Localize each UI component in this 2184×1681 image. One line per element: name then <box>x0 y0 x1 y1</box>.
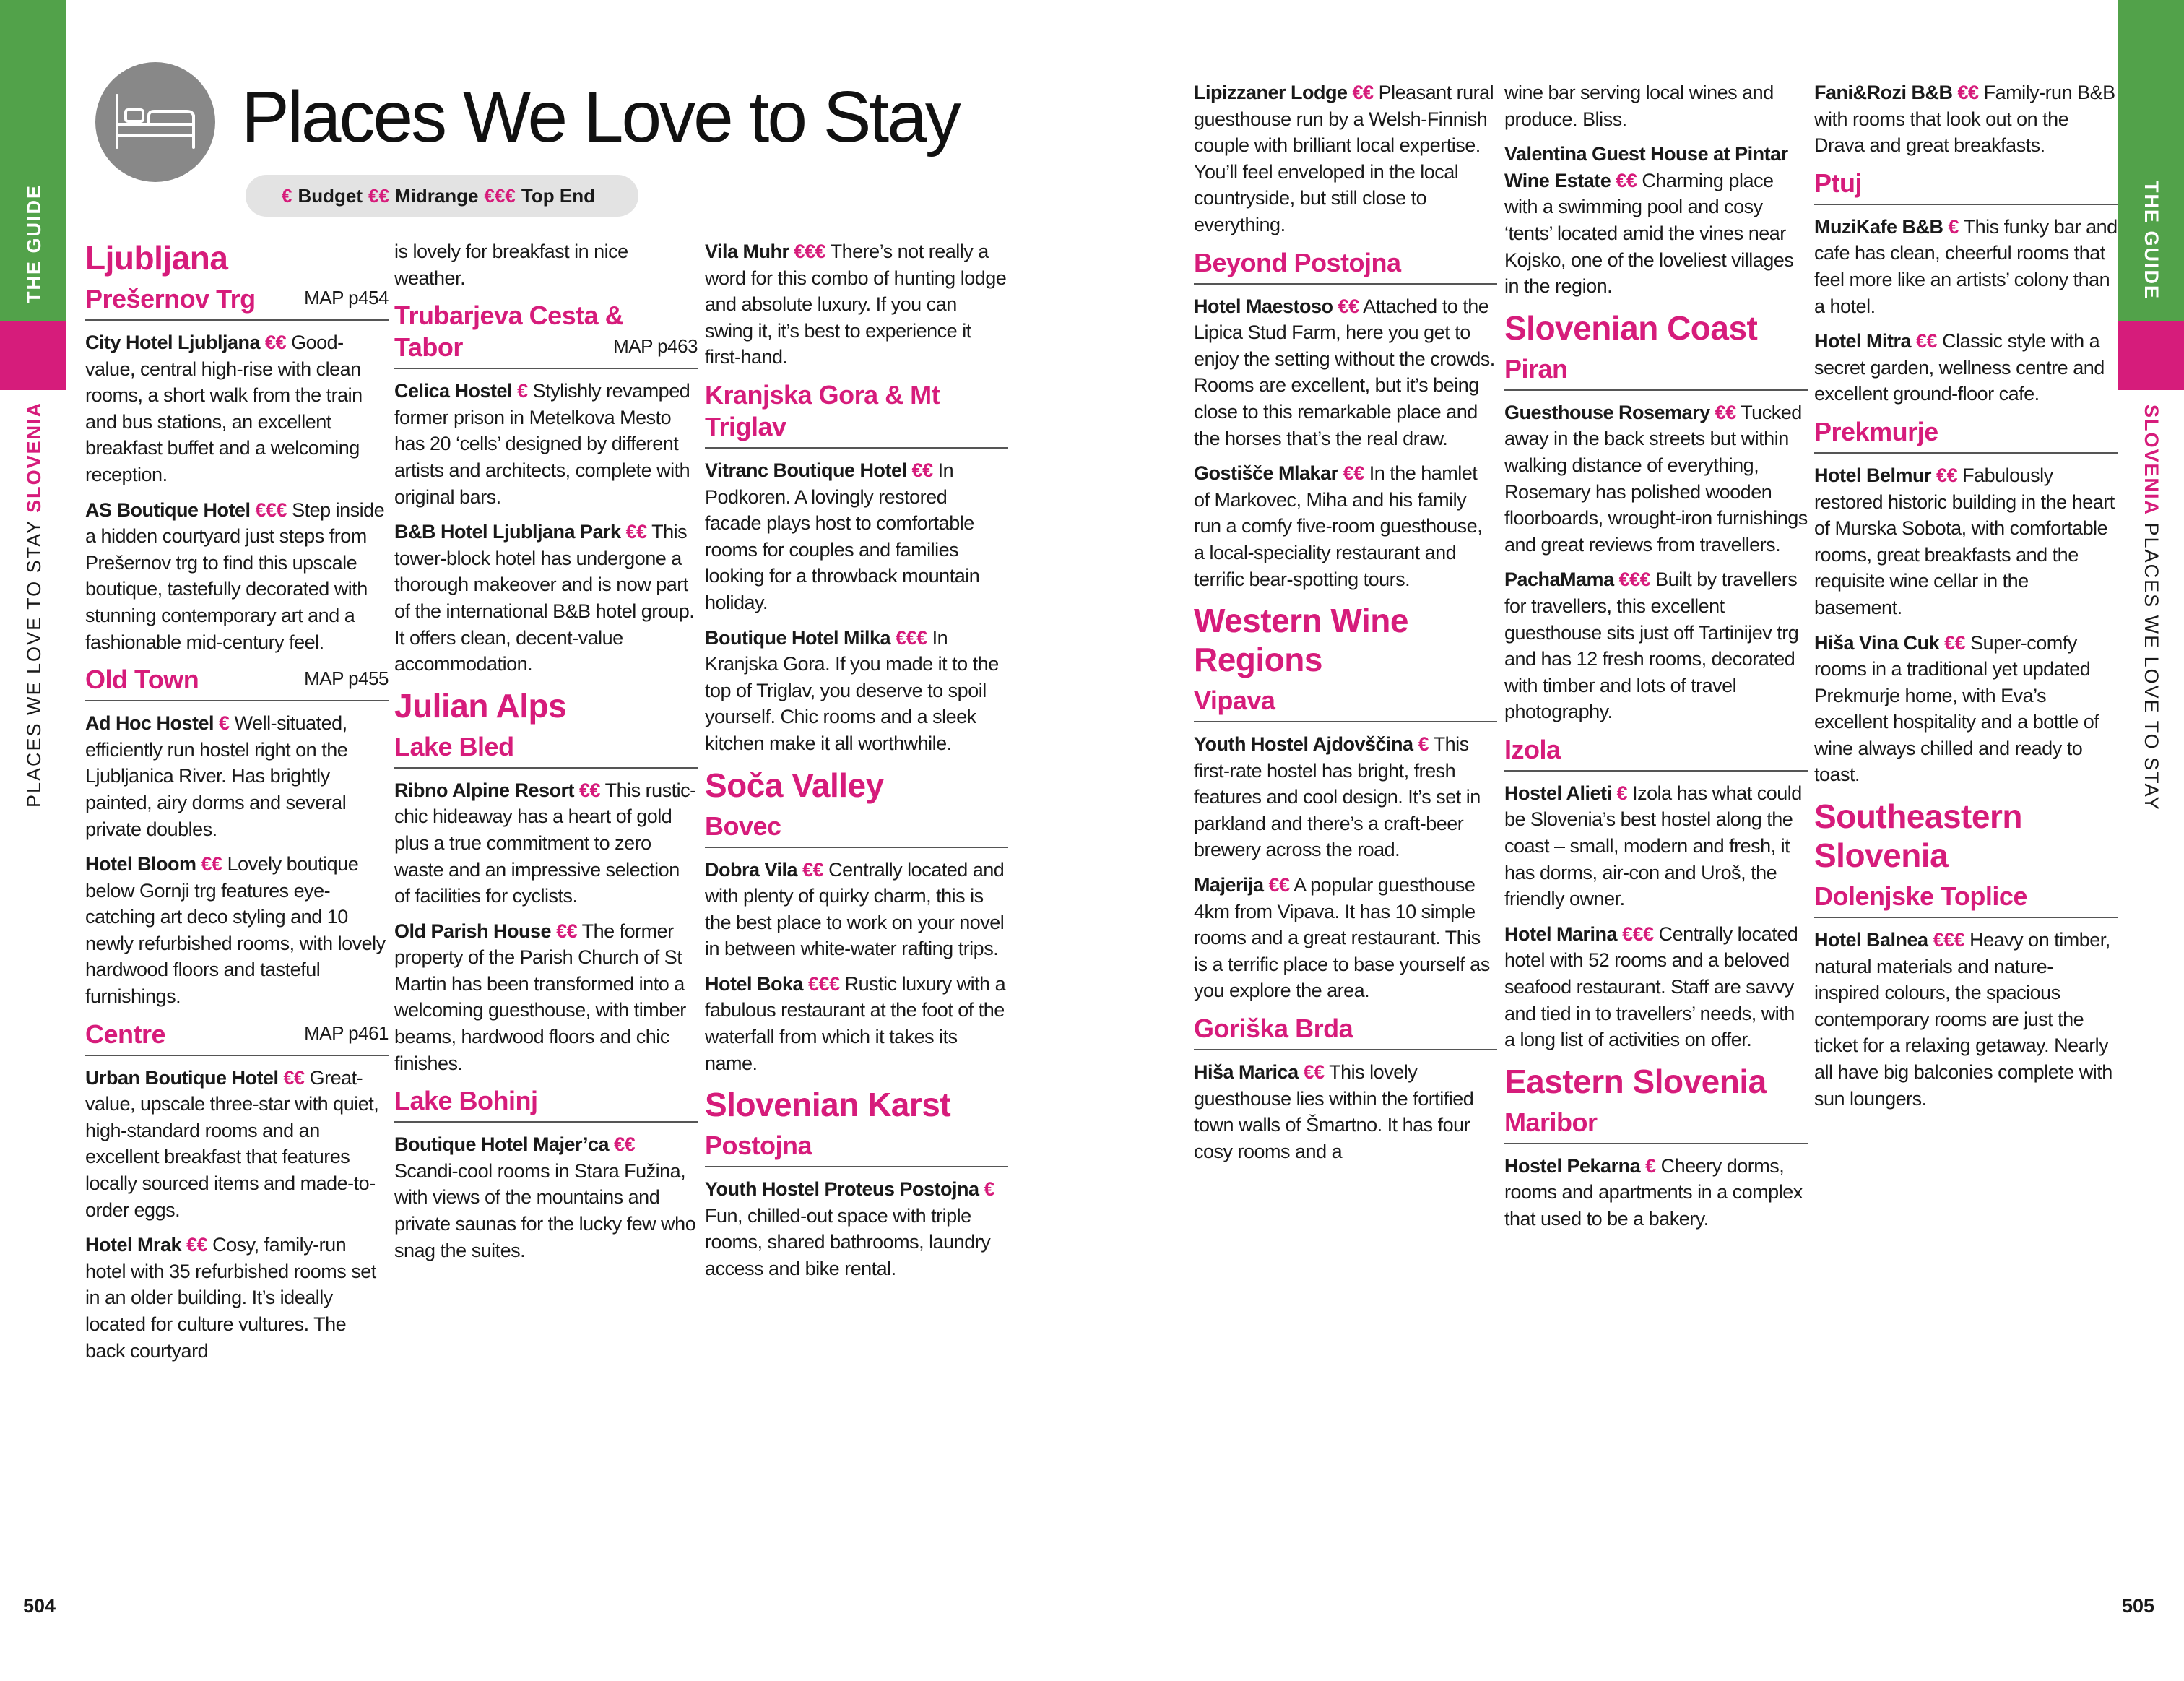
text-column-6 <box>1814 79 2118 1120</box>
page-number-left: 504 <box>23 1595 56 1617</box>
listing-price: €€ <box>1343 462 1364 485</box>
listing-description: Stylishly revamped former prison in Metelkova Mesto has 20 ‘cells’ designed by different artists and architects, complete with original bars. <box>394 380 690 508</box>
listing-entry <box>1504 921 1808 1053</box>
listing-name: Celica Hostel <box>394 380 513 402</box>
listing-entry <box>394 918 698 1077</box>
listing-description: In Podkoren. A lovingly restored facade plays host to comfortable rooms for couples and families looking for a throwback mountain holiday. <box>705 459 980 613</box>
area-heading <box>394 1085 698 1123</box>
listing-price: €€ <box>1715 401 1736 423</box>
listing-entry <box>1504 566 1808 725</box>
listing-description: Cosy, family-run hotel with 35 refurbished rooms set in an older building. It’s ideally located for culture vultures. The back courtyard <box>85 1234 376 1362</box>
listing-description: Centrally located hotel with 52 rooms and a beloved seafood restaurant. Staff are savvy and tied in to travellers’ needs, with a long list of activities on offer. <box>1504 922 1798 1051</box>
listing-price: € <box>219 712 230 735</box>
listing-entry <box>1814 79 2118 159</box>
area-heading-text: Piran <box>1504 353 1568 384</box>
country-tab-right <box>2118 321 2184 390</box>
listing-price: €€ <box>579 779 601 801</box>
listing-price: €€ <box>1616 169 1637 191</box>
listing-entry <box>705 971 1008 1076</box>
listing-price: €€ <box>283 1066 305 1089</box>
listing-description: Charming place with a swimming pool and cosy ‘tents’ located amid the vines near Kojsko, one of the loveliest villages in the region. <box>1504 169 1794 298</box>
listing-name: Hotel Balnea <box>1814 929 1928 951</box>
area-heading <box>1814 881 2118 918</box>
listing-description: This rustic-chic hideaway has a heart of gold plus a true commitment to zero waste and an impressive selection of facilities for cyclists. <box>394 779 696 907</box>
country-tab-left <box>0 321 66 390</box>
legend-midrange-symbol: €€ <box>368 184 389 207</box>
listing-description: Built by travellers for travellers, this excellent guesthouse sits just off Tartinijev trg and has 12 fresh rooms, decorated with timber and lots of travel photography. <box>1504 569 1799 723</box>
listing-price: €€ <box>911 459 933 481</box>
listing-description: In Kranjska Gora. If you made it to the top of Triglav, you deserve to spoil yourself. Chic rooms and a sleek kitchen make it all worthwhile. <box>705 626 999 754</box>
listing-entry <box>394 519 698 678</box>
listing-name: Hotel Marina <box>1504 922 1618 945</box>
legend-budget-symbol: € <box>282 184 292 207</box>
listing-price: € <box>517 380 528 402</box>
listing-price: €€ <box>614 1133 636 1156</box>
area-heading-text: Lake Bohinj <box>394 1086 538 1116</box>
listing-entry <box>394 1131 698 1263</box>
region-heading: Eastern Slovenia <box>1504 1062 1767 1100</box>
listing-name: Gostišče Mlakar <box>1194 462 1338 485</box>
listing-entry <box>705 625 1008 757</box>
listing-price: € <box>1645 1154 1656 1177</box>
listing-name: Ad Hoc Hostel <box>85 712 214 735</box>
listing-entry <box>705 857 1008 962</box>
listing-entry <box>705 1176 1008 1282</box>
listing-name: City Hotel Ljubljana <box>85 332 261 353</box>
listing-entry <box>705 238 1008 371</box>
area-heading <box>705 379 1008 449</box>
area-heading <box>85 283 389 321</box>
listing-description: Tucked away in the back streets but within walking distance of everything, Rosemary has polished wooden floorboards, wrought-iron furnishings and great reviews from travellers. <box>1504 401 1808 556</box>
area-heading-text: Trubarjeva Cesta & Tabor <box>394 301 624 363</box>
listing-name: Hotel Mrak <box>85 1234 182 1256</box>
listing-description: This lovely guesthouse lies within the fortified town walls of Šmartno. It has four cosy rooms and a <box>1194 1061 1474 1162</box>
running-header-right-plain: PLACES WE LOVE TO STAY <box>2141 516 2162 811</box>
listing-description: Pleasant rural guesthouse run by a Welsh-Finnish couple with brilliant local expertise. You’ll feel enveloped in the local countryside, but still close to everything. <box>1194 82 1494 235</box>
map-reference: MAP p455 <box>304 667 389 690</box>
listing-description: Well-situated, efficiently run hostel right on the Ljubljanica River. Has brightly painted, airy dorms and several private doubles. <box>85 712 348 840</box>
listing-description: Attached to the Lipica Stud Farm, here you get to enjoy the setting without the crowds. Rooms are excellent, but it’s being close to this remarkable place and the horses that’s the real draw. <box>1194 295 1495 449</box>
listing-description: This funky bar and cafe has clean, cheerful rooms that feel more like an artists’ colony than a hotel. <box>1814 215 2118 317</box>
listing-description: In the hamlet of Markovec, Miha and his family run a comfy five-room guesthouse, a local-speciality restaurant and terrific bear-spotting tours. <box>1194 462 1483 590</box>
listing-price: €€ <box>201 853 222 876</box>
area-heading <box>1194 685 1497 722</box>
running-header-right-accent: SLOVENIA <box>2141 405 2162 517</box>
listing-name: Hotel Mitra <box>1814 330 1912 353</box>
bed-icon <box>114 94 196 150</box>
listing-description: is lovely for breakfast in nice weather. <box>394 241 628 289</box>
page-number-right: 505 <box>2122 1595 2155 1617</box>
listing-entry <box>1814 927 2118 1112</box>
listing-price: €€ <box>556 920 578 942</box>
area-heading <box>394 300 698 369</box>
page-title: Places We Love to Stay <box>241 77 959 157</box>
title-badge <box>95 62 215 182</box>
listing-price: € <box>984 1178 995 1201</box>
listing-name: Lipizzaner Lodge <box>1194 82 1348 103</box>
listing-description: There’s not really a word for this combo of hunting lodge and absolute luxury. If you can swing it, it’s best to experience it first-hand. <box>705 241 1007 368</box>
map-reference: MAP p463 <box>613 335 698 358</box>
map-reference: MAP p461 <box>304 1021 389 1044</box>
listing-description: Great-value, upscale three-star with quiet, high-standard rooms and an excellent breakfast that features locally sourced items and made-to-order eggs. <box>85 1066 379 1221</box>
listing-description: wine bar serving local wines and produce. Bliss. <box>1504 82 1774 130</box>
listing-price: €€€ <box>1622 922 1654 945</box>
region-heading: Slovenian Karst <box>705 1086 951 1124</box>
listing-name: Hotel Boka <box>705 972 804 995</box>
area-heading <box>85 1019 389 1056</box>
listing-name: PachaMama <box>1504 569 1614 591</box>
listing-description: Centrally located and with plenty of quirky charm, this is the best place to work on your novel in between white-water rafting trips. <box>705 858 1005 960</box>
listing-name: Boutique Hotel Milka <box>705 626 891 649</box>
listing-name: Youth Hostel Proteus Postojna <box>705 1178 979 1201</box>
listing-description: Izola has what could be Slovenia’s best hostel along the coast – small, modern and fresh, it has dorms, air-con and Uroš, the friendly owner. <box>1504 782 1802 910</box>
listing-name: Hotel Belmur <box>1814 464 1932 486</box>
area-heading-text: Postojna <box>705 1131 812 1161</box>
listing-price: €€€ <box>255 498 287 521</box>
area-heading-text: Bovec <box>705 811 781 841</box>
legend-topend-label: Top End <box>521 184 595 207</box>
listing-entry <box>85 497 389 656</box>
listing-price: €€ <box>1352 82 1374 103</box>
listing-name: Youth Hostel Ajdovščina <box>1194 733 1413 756</box>
area-heading <box>705 811 1008 848</box>
area-heading-text: Prešernov Trg <box>85 284 256 314</box>
listing-price: €€ <box>1936 464 1958 486</box>
region-heading: Southeastern Slovenia <box>1814 798 2022 875</box>
area-heading <box>1814 416 2118 454</box>
listing-description: Rustic luxury with a fabulous restaurant at the foot of the waterfall from which it takes its name. <box>705 972 1006 1074</box>
area-heading <box>1504 353 1808 391</box>
listing-price: €€ <box>625 521 647 543</box>
listing-description: The former property of the Parish Church of St Martin has been transformed into a welcoming guesthouse, with timber beams, hardwood floors and chic finishes. <box>394 920 686 1074</box>
listing-entry <box>705 457 1008 616</box>
area-heading <box>1814 168 2118 205</box>
listing-name: Vitranc Boutique Hotel <box>705 459 907 481</box>
listing-price: €€€ <box>808 972 840 995</box>
area-heading-text: Prekmurje <box>1814 416 1938 446</box>
listing-entry <box>1194 1059 1497 1164</box>
listing-price: €€ <box>186 1234 208 1256</box>
listing-entry <box>1504 141 1808 300</box>
listing-entry <box>394 238 698 291</box>
region-heading: Western Wine Regions <box>1194 602 1408 679</box>
listing-description: Heavy on timber, natural materials and nature-inspired colours, the spacious contemporary rooms are just the ticket for a relaxing getaway. Nearly all have big balconies complete with sun loungers. <box>1814 929 2112 1110</box>
listing-description: Family-run B&B with rooms that look out on the Drava and great breakfasts. <box>1814 82 2115 157</box>
listing-description: This tower-block hotel has undergone a thorough makeover and is now part of the international B&B hotel group. It offers clean, decent-value accommodation. <box>394 521 695 675</box>
listing-price: €€ <box>1268 874 1290 896</box>
area-heading-text: Centre <box>85 1019 166 1049</box>
listing-entry <box>1194 872 1497 1004</box>
listing-name: Vila Muhr <box>705 241 789 262</box>
listing-entry <box>85 329 389 488</box>
text-column-4 <box>1194 79 1497 1173</box>
area-heading <box>705 1130 1008 1167</box>
guide-label-left: THE GUIDE <box>23 183 45 303</box>
listing-description: Good-value, central high-rise with clean rooms, a short walk from the train and bus stations, an excellent breakfast buffet and a welcoming reception. <box>85 332 363 485</box>
listing-price: €€€ <box>1618 569 1651 591</box>
listing-name: AS Boutique Hotel <box>85 498 251 521</box>
listing-name: Hostel Pekarna <box>1504 1154 1641 1177</box>
listing-price: €€ <box>1338 295 1359 317</box>
area-heading <box>1504 1107 1808 1144</box>
listing-price: €€ <box>1957 82 1979 103</box>
area-heading-text: Beyond Postojna <box>1194 247 1401 277</box>
listing-entry <box>394 777 698 909</box>
price-legend <box>246 175 638 217</box>
right-side-tab <box>2118 0 2184 1681</box>
listing-name: Hiša Marica <box>1194 1061 1299 1084</box>
area-heading <box>85 664 389 701</box>
listing-entry <box>1814 630 2118 789</box>
listing-name: Ribno Alpine Resort <box>394 779 575 801</box>
area-heading <box>394 731 698 769</box>
listing-entry <box>85 1232 389 1364</box>
area-heading-text: Lake Bled <box>394 731 514 761</box>
listing-price: € <box>1616 782 1628 804</box>
area-heading <box>1504 734 1808 772</box>
region-heading: Ljubljana <box>85 239 228 277</box>
listing-description: Classic style with a secret garden, wellness centre and excellent ground-floor cafe. <box>1814 330 2105 405</box>
listing-entry <box>1814 214 2118 319</box>
legend-topend-symbol: €€€ <box>484 184 516 207</box>
listing-description: Lovely boutique below Gornji trg features eye-catching art deco styling and 10 newly refurbished rooms, with lovely hardwood floors and tasteful furnishings. <box>85 853 386 1008</box>
listing-price: € <box>1948 215 1959 238</box>
listing-description: Fabulously restored historic building in the heart of Murska Sobota, with comfortable rooms, great breakfasts and the requisite wine cellar in the basement. <box>1814 464 2115 618</box>
listing-description: Step inside a hidden courtyard just steps from Prešernov trg to find this upscale boutique, tastefully decorated with stunning contemporary art and a fashionable mid-century feel. <box>85 498 385 653</box>
area-heading-text: Vipava <box>1194 686 1275 716</box>
listing-description: Scandi-cool rooms in Stara Fužina, with views of the mountains and private saunas for the lucky few who snag the suites. <box>394 1159 696 1261</box>
region-heading: Slovenian Coast <box>1504 308 1758 347</box>
listing-price: €€ <box>1303 1061 1325 1084</box>
listing-entry <box>85 710 389 842</box>
listing-entry <box>394 378 698 510</box>
map-reference: MAP p454 <box>304 287 389 308</box>
text-column-3 <box>705 238 1008 1291</box>
listing-entry <box>1504 79 1808 132</box>
listing-name: MuziKafe B&B <box>1814 215 1944 238</box>
listing-price: €€ <box>802 858 824 881</box>
area-heading-text: Izola <box>1504 734 1561 764</box>
listing-name: Urban Boutique Hotel <box>85 1066 279 1089</box>
area-heading-text: Maribor <box>1504 1107 1598 1137</box>
listing-name: Old Parish House <box>394 920 552 942</box>
listing-entry <box>1194 731 1497 863</box>
listing-price: €€€ <box>896 626 927 649</box>
listing-description: A popular guesthouse 4km from Vipava. It has 10 simple rooms and a great restaurant. This is a terrific place to base yourself as you explore the area. <box>1194 874 1490 1002</box>
listing-price: €€€ <box>1933 929 1965 951</box>
listing-name: B&B Hotel Ljubljana Park <box>394 521 621 543</box>
listing-entry <box>85 1065 389 1224</box>
listing-name: Hostel Alieti <box>1504 782 1612 804</box>
listing-name: Dobra Vila <box>705 858 798 881</box>
listing-name: Boutique Hotel Majer’ca <box>394 1133 610 1156</box>
listing-price: €€ <box>1944 631 1966 654</box>
area-heading-text: Goriška Brda <box>1194 1014 1353 1044</box>
area-heading-text: Kranjska Gora & Mt Triglav <box>705 379 940 441</box>
listing-price: € <box>1418 733 1429 756</box>
listing-entry <box>1504 780 1808 912</box>
text-column-1 <box>85 238 389 1373</box>
listing-description: This first-rate hostel has bright, fresh features and cool design. It’s set in parkland and there’s a craft-beer brewery across the road. <box>1194 733 1481 861</box>
area-heading <box>1194 247 1497 285</box>
area-heading-text: Dolenjske Toplice <box>1814 881 2027 912</box>
listing-price: €€€ <box>794 241 826 262</box>
listing-entry <box>1504 399 1808 558</box>
running-header-left <box>23 402 46 808</box>
listing-name: Fani&Rozi B&B <box>1814 82 1953 103</box>
listing-price: €€ <box>265 332 287 353</box>
listing-price: €€ <box>1916 330 1938 353</box>
listing-description: Fun, chilled-out space with triple rooms, shared bathrooms, laundry access and bike rental. <box>705 1204 991 1280</box>
area-heading-text: Ptuj <box>1814 168 1862 198</box>
listing-entry <box>1194 79 1497 238</box>
listing-entry <box>1194 293 1497 452</box>
listing-name: Hotel Bloom <box>85 853 196 876</box>
left-side-tab <box>0 0 66 1681</box>
listing-entry <box>1814 328 2118 407</box>
region-heading: Soča Valley <box>705 766 884 804</box>
listing-name: Hiša Vina Cuk <box>1814 631 1940 654</box>
listing-name: Hotel Maestoso <box>1194 295 1333 317</box>
listing-name: Valentina Guest House at Pintar Wine Estate <box>1504 143 1788 191</box>
listing-description: Cheery dorms, rooms and apartments in a complex that used to be a bakery. <box>1504 1154 1803 1230</box>
text-column-5 <box>1504 79 1808 1241</box>
text-column-2 <box>394 238 698 1272</box>
guide-label-right: THE GUIDE <box>2141 181 2162 301</box>
legend-midrange-label: Midrange <box>394 184 479 207</box>
area-heading-text: Old Town <box>85 665 199 695</box>
listing-description: Super-comfy rooms in a traditional yet updated Prekmurje home, with Eva’s excellent hospitality and a bottle of wine always chilled and ready to toast. <box>1814 631 2100 786</box>
listing-name: Guesthouse Rosemary <box>1504 401 1710 423</box>
running-header-left-plain: PLACES WE LOVE TO STAY <box>23 512 45 808</box>
listing-name: Majerija <box>1194 874 1264 896</box>
listing-entry <box>1504 1153 1808 1232</box>
area-heading <box>1194 1013 1497 1050</box>
listing-entry <box>85 851 389 1010</box>
running-header-right <box>2140 405 2162 811</box>
listing-entry <box>1814 462 2118 621</box>
listing-entry <box>1194 460 1497 592</box>
legend-budget-label: Budget <box>298 184 363 207</box>
region-heading: Julian Alps <box>394 686 567 725</box>
running-header-left-accent: SLOVENIA <box>23 401 45 513</box>
